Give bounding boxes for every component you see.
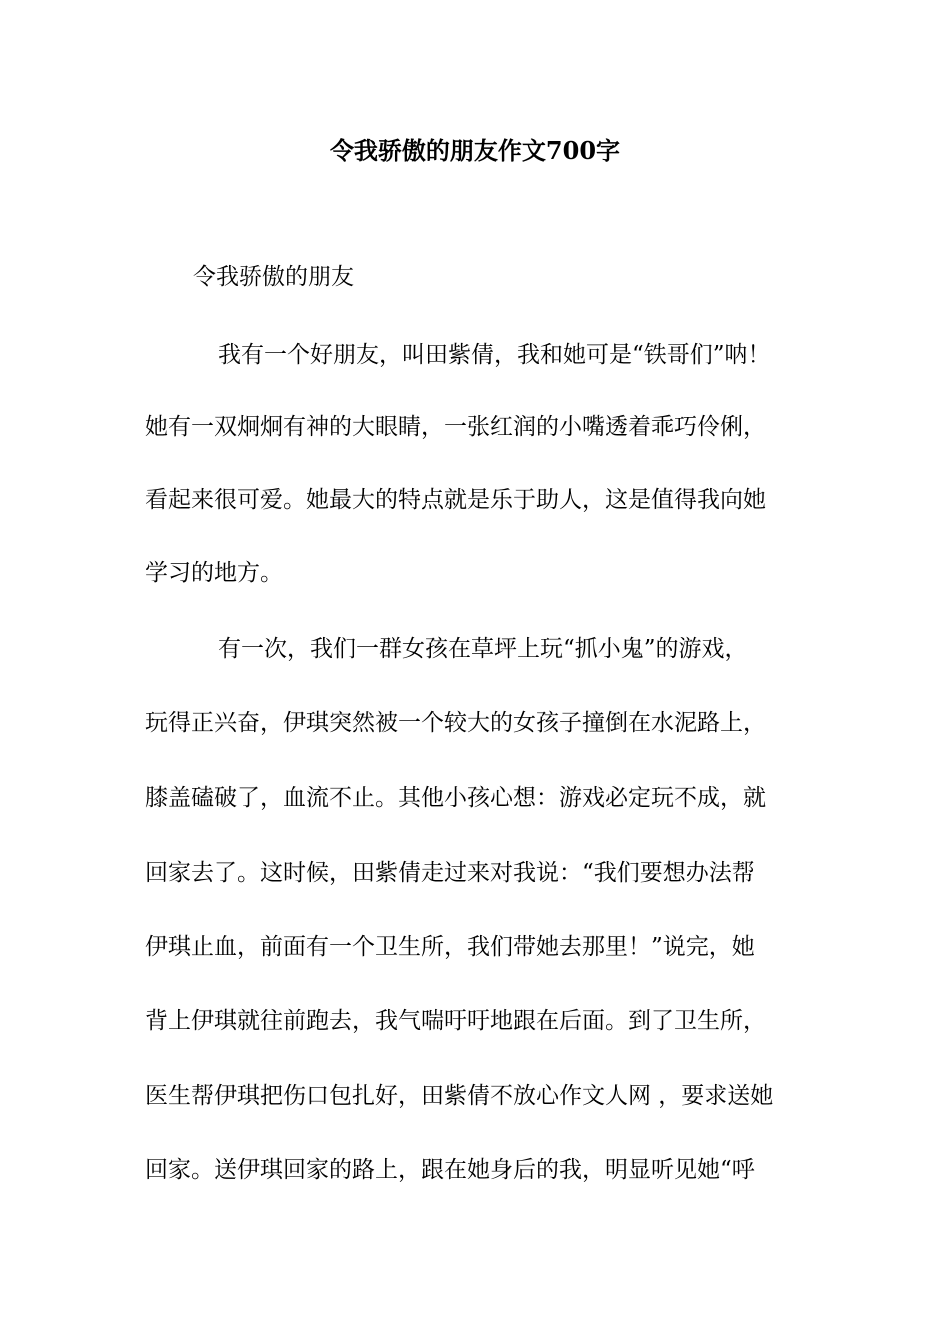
document-title: 令我骄傲的朋友作文700字: [329, 136, 621, 165]
essay-subtitle: 令我骄傲的朋友: [193, 264, 354, 290]
paragraph-line: 我有一个好朋友，叫田紫倩，我和她可是“铁哥们”呐！: [218, 342, 771, 368]
paragraph-line: 背上伊琪就往前跑去，我气喘吁吁地跟在后面。到了卫生所，: [145, 1008, 766, 1034]
paragraph-line: 回家。送伊琪回家的路上，跟在她身后的我，明显听见她“呼: [145, 1157, 755, 1183]
paragraph-line: 膝盖磕破了，血流不止。其他小孩心想：游戏必定玩不成，就: [145, 785, 766, 811]
paragraph-line: 医生帮伊琪把伤口包扎好，田紫倩不放心作文人网 ，要求送她: [145, 1083, 774, 1109]
paragraph-line: 她有一双炯炯有神的大眼睛，一张红润的小嘴透着乖巧伶俐，: [145, 414, 766, 440]
paragraph-line: 回家去了。这时候，田紫倩走过来对我说：“我们要想办法帮: [145, 860, 755, 886]
paragraph-line: 有一次，我们一群女孩在草坪上玩“抓小鬼”的游戏，: [218, 636, 748, 662]
paragraph-line: 伊琪止血，前面有一个卫生所，我们带她去那里！”说完，她: [145, 934, 755, 960]
paragraph-line: 看起来很可爱。她最大的特点就是乐于助人，这是值得我向她: [145, 487, 766, 513]
paragraph-line: 玩得正兴奋，伊琪突然被一个较大的女孩子撞倒在水泥路上，: [145, 710, 766, 736]
paragraph-line: 学习的地方。: [145, 560, 283, 586]
